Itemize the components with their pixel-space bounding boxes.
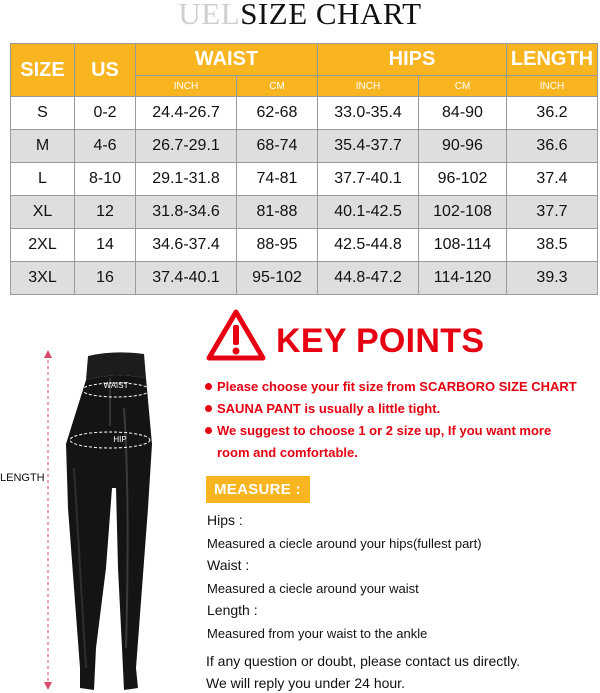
table-cell: 37.7-40.1 xyxy=(318,163,419,196)
table-row xyxy=(11,229,598,262)
table-cell: L xyxy=(11,163,75,196)
table-cell: 42.5-44.8 xyxy=(318,229,419,262)
table-cell: S xyxy=(11,97,75,130)
hips-heading: Hips : xyxy=(207,512,243,528)
table-cell: 40.1-42.5 xyxy=(318,196,419,229)
table-cell: 26.7-29.1 xyxy=(136,130,237,163)
hips-description: Measured a ciecle around your hips(fullest part) xyxy=(207,536,482,551)
table-cell: 34.6-37.4 xyxy=(136,229,237,262)
length-label: LENGTH xyxy=(0,472,45,484)
table-cell: 81-88 xyxy=(237,196,318,229)
waist-description: Measured a ciecle around your waist xyxy=(207,581,419,596)
table-cell: 36.2 xyxy=(507,97,598,130)
bullet-icon xyxy=(205,405,212,412)
header-length: LENGTH xyxy=(507,44,598,76)
size-chart-title xyxy=(0,0,600,40)
header-size: SIZE xyxy=(11,44,75,97)
unit-hips-cm: CM xyxy=(419,76,507,97)
table-row xyxy=(11,196,598,229)
table-cell: 12 xyxy=(75,196,136,229)
table-cell: 68-74 xyxy=(237,130,318,163)
contact-note: If any question or doubt, please contact us directly. xyxy=(206,653,521,669)
table-cell: 29.1-31.8 xyxy=(136,163,237,196)
table-cell: 90-96 xyxy=(419,130,507,163)
warning-icon xyxy=(206,309,266,361)
table-cell: 3XL xyxy=(11,262,75,295)
bullet-text: SAUNA PANT is usually a little tight. xyxy=(217,401,441,416)
table-cell: 35.4-37.7 xyxy=(318,130,419,163)
table-cell: 33.0-35.4 xyxy=(318,97,419,130)
key-points-list xyxy=(205,376,597,464)
table-cell: 114-120 xyxy=(419,262,507,295)
table-cell: 62-68 xyxy=(237,97,318,130)
title-main-text: SIZE CHART xyxy=(240,0,422,31)
title-cut-text: UEL xyxy=(178,0,241,31)
key-points-title: KEY POINTS xyxy=(276,322,485,360)
size-chart-table xyxy=(10,43,598,295)
table-row xyxy=(11,262,598,295)
table-cell: 108-114 xyxy=(419,229,507,262)
table-cell: 44.8-47.2 xyxy=(318,262,419,295)
table-cell: 84-90 xyxy=(419,97,507,130)
hip-label: HIP xyxy=(113,435,127,444)
unit-length-inch: INCH xyxy=(507,76,598,97)
table-cell: 88-95 xyxy=(237,229,318,262)
table-cell: 37.7 xyxy=(507,196,598,229)
waist-heading: Waist : xyxy=(207,557,250,573)
bullet-continuation: room and comfortable. xyxy=(217,445,358,460)
table-cell: 74-81 xyxy=(237,163,318,196)
unit-hips-inch: INCH xyxy=(318,76,419,97)
table-cell: 0-2 xyxy=(75,97,136,130)
reply-note: We will reply you under 24 hour. xyxy=(206,675,405,691)
table-row xyxy=(11,97,598,130)
bullet-icon xyxy=(205,383,212,390)
header-us: US xyxy=(75,44,136,97)
table-cell: 37.4 xyxy=(507,163,598,196)
table-cell: 95-102 xyxy=(237,262,318,295)
unit-waist-cm: CM xyxy=(237,76,318,97)
sauna-pants-illustration xyxy=(44,348,184,693)
table-cell: 36.6 xyxy=(507,130,598,163)
header-waist: WAIST xyxy=(136,44,318,76)
length-heading: Length : xyxy=(207,602,258,618)
bullet-text: We suggest to choose 1 or 2 size up, If you want more xyxy=(217,423,552,438)
bullet-icon xyxy=(205,427,212,434)
table-cell: 24.4-26.7 xyxy=(136,97,237,130)
table-cell: 4-6 xyxy=(75,130,136,163)
bullet-text: Please choose your fit size from SCARBORO SIZE CHART xyxy=(217,379,577,394)
table-row xyxy=(11,130,598,163)
table-cell: 2XL xyxy=(11,229,75,262)
list-item xyxy=(205,376,597,398)
list-item xyxy=(205,420,597,442)
table-cell: 14 xyxy=(75,229,136,262)
table-cell: 39.3 xyxy=(507,262,598,295)
measure-banner: MEASURE : xyxy=(206,476,310,503)
length-description: Measured from your waist to the ankle xyxy=(207,626,428,641)
unit-waist-inch: INCH xyxy=(136,76,237,97)
table-cell: 8-10 xyxy=(75,163,136,196)
table-cell: 102-108 xyxy=(419,196,507,229)
table-cell: 38.5 xyxy=(507,229,598,262)
table-cell: 37.4-40.1 xyxy=(136,262,237,295)
table-cell: M xyxy=(11,130,75,163)
waist-label: WAIST xyxy=(103,381,129,390)
table-cell: XL xyxy=(11,196,75,229)
table-cell: 16 xyxy=(75,262,136,295)
table-cell: 96-102 xyxy=(419,163,507,196)
list-item xyxy=(205,398,597,420)
table-cell: 31.8-34.6 xyxy=(136,196,237,229)
table-row xyxy=(11,163,598,196)
header-hips: HIPS xyxy=(318,44,507,76)
